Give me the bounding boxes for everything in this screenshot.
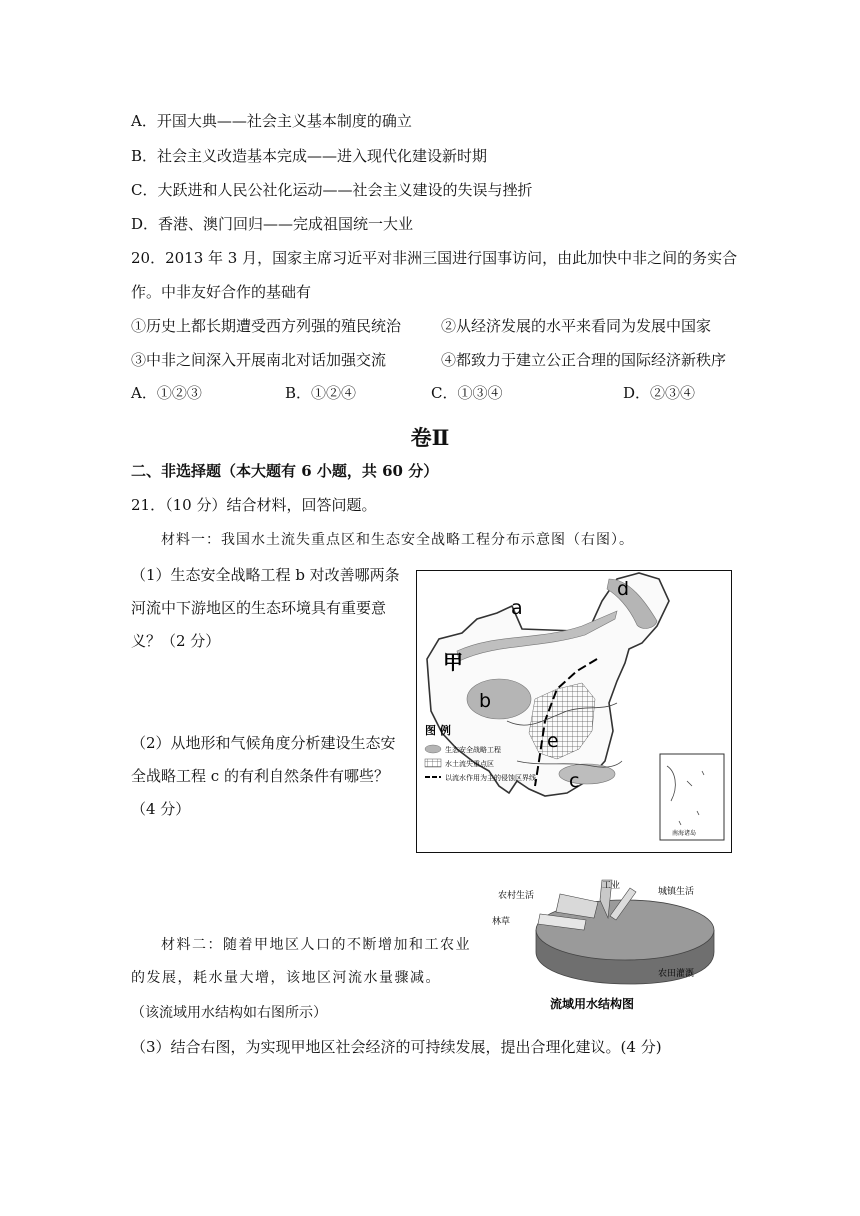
q20-option-b: B．①②④ xyxy=(285,384,357,402)
option-c: C．大跃进和人民公社化运动——社会主义建设的失误与挫折 xyxy=(131,181,533,199)
legend-item-boundary: 以流水作用为主的侵蚀区界线 xyxy=(445,774,536,782)
volume-title: 卷Ⅱ xyxy=(410,425,450,450)
pie-svg xyxy=(490,872,720,1020)
q20-statement-4: ④都致力于建立公正合理的国际经济新秩序 xyxy=(441,351,727,369)
map-label-d: d xyxy=(617,578,630,600)
pie-label-urban: 城镇生活 xyxy=(658,887,695,897)
south-sea-inset xyxy=(660,754,724,840)
legend-title: 图 例 xyxy=(425,724,451,737)
china-map-svg xyxy=(417,571,731,852)
map-label-a: a xyxy=(511,597,523,619)
q21-sub1: （1）生态安全战略工程 b 对改善哪两条河流中下游地区的生态环境具有重要意义？（2 分） xyxy=(131,566,400,650)
q20-stem-line2: 作。中非友好合作的基础有 xyxy=(131,283,312,301)
pie-label-rural: 农村生活 xyxy=(498,891,535,901)
option-b: B．社会主义改造基本完成——进入现代化建设新时期 xyxy=(131,147,488,165)
option-a: A．开国大典——社会主义基本制度的确立 xyxy=(131,112,412,130)
pie-label-irrigation: 农田灌溉 xyxy=(658,969,695,979)
q20-stem-line1: 20．2013 年 3 月，国家主席习近平对非洲三国进行国事访问，由此加快中非之间的务实合 xyxy=(131,249,738,267)
water-use-pie-figure xyxy=(490,872,720,1020)
legend-swatch-erosion xyxy=(425,759,441,767)
pie-label-forest: 林草 xyxy=(492,917,511,927)
q21-material1: 材料一：我国水土流失重点区和生态安全战略工程分布示意图（右图）。 xyxy=(161,532,634,548)
legend-swatch-project xyxy=(425,745,441,753)
map-label-b: b xyxy=(479,690,492,712)
map-label-c: c xyxy=(569,770,580,792)
map-label-e: e xyxy=(547,730,559,752)
legend-item-project: 生态安全战略工程 xyxy=(445,746,501,754)
q21-material2-line2: 的发展，耗水量大增，该地区河流水量骤减。 xyxy=(131,970,441,986)
q21-sub3: （3）结合右图，为实现甲地区社会经济的可持续发展，提出合理化建议。(4 分) xyxy=(131,1038,662,1056)
q20-option-a: A．①②③ xyxy=(131,384,202,402)
q20-statement-3: ③中非之间深入开展南北对话加强交流 xyxy=(131,351,387,369)
q20-statement-1: ①历史上都长期遭受西方列强的殖民统治 xyxy=(131,317,402,335)
legend-item-erosion: 水土流失重点区 xyxy=(445,760,494,768)
q20-option-c: C．①③④ xyxy=(431,384,503,402)
inset-label: 南海诸岛 xyxy=(672,830,697,837)
pie-label-industry: 工业 xyxy=(602,881,621,891)
q20-statement-2: ②从经济发展的水平来看同为发展中国家 xyxy=(441,317,712,335)
china-map-figure xyxy=(416,570,732,853)
map-label-jia: 甲 xyxy=(443,650,463,674)
section-heading: 二、非选择题（本大题有 6 小题，共 60 分） xyxy=(131,462,439,480)
q21-sub2: （2）从地形和气候角度分析建设生态安全战略工程 c 的有利自然条件有哪些？（4 分） xyxy=(131,734,396,818)
option-d: D．香港、澳门回归——完成祖国统一大业 xyxy=(131,215,414,233)
q20-option-d: D．②③④ xyxy=(623,384,696,402)
q21-stem: 21．（10 分）结合材料，回答问题。 xyxy=(131,496,377,514)
q21-material2-note: （该流域用水结构如右图所示） xyxy=(131,1005,327,1021)
q21-material2-line1: 材料二：随着甲地区人口的不断增加和工农业 xyxy=(161,937,471,953)
pie-title: 流域用水结构图 xyxy=(550,997,635,1011)
project-b-area xyxy=(467,679,531,719)
